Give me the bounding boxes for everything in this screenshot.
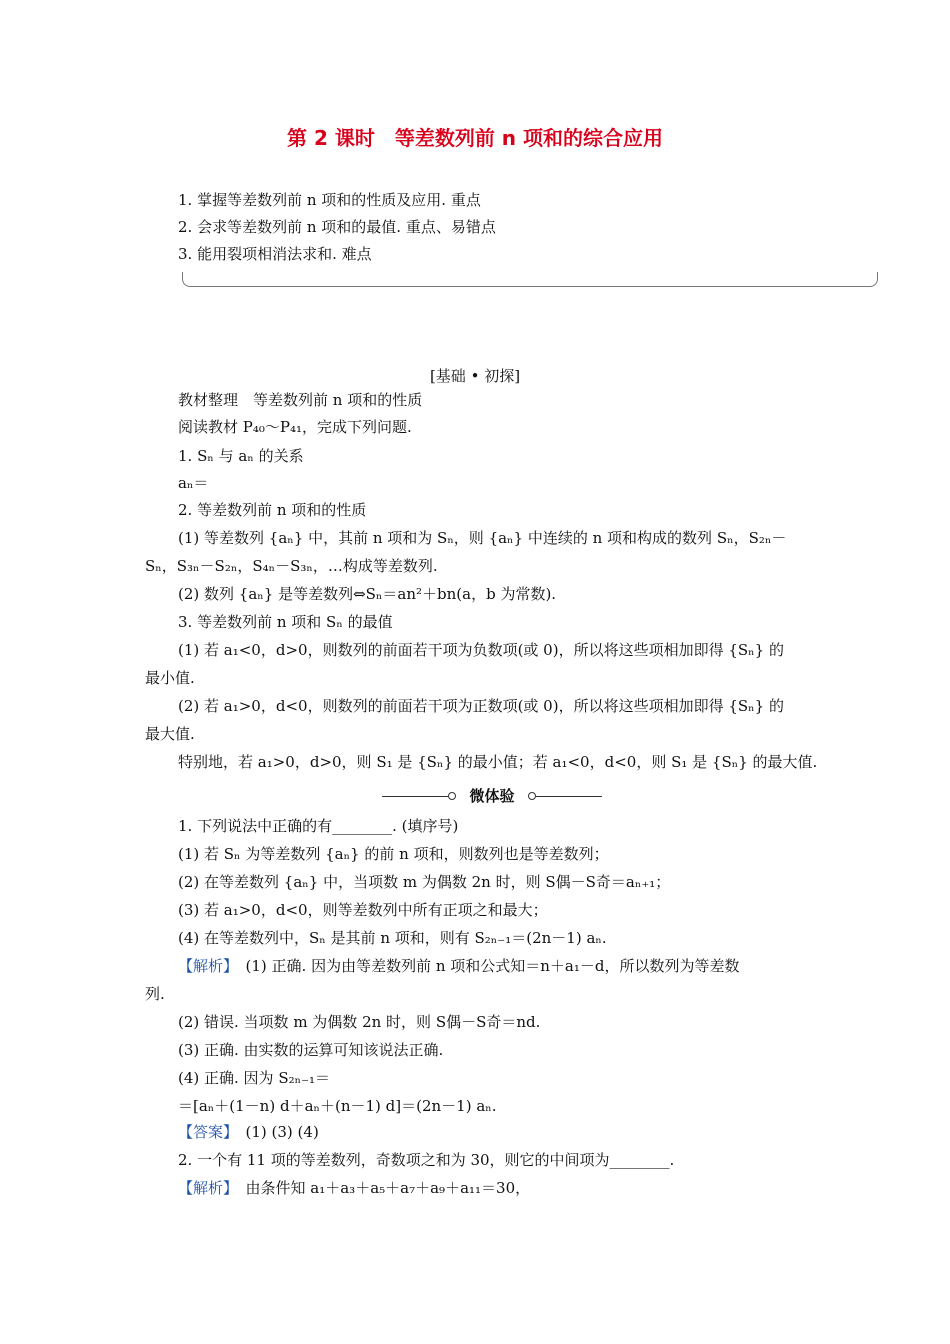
text-line: (2) 数列 {aₙ} 是等差数列⇔Sₙ＝an²＋bn(a，b 为常数).	[178, 585, 557, 603]
text-line: aₙ＝	[178, 474, 209, 492]
analysis-line: ＝[aₙ＋(1－n) d＋aₙ＋(n－1) d]＝(2n－1) aₙ.	[178, 1097, 497, 1115]
text-line: 特别地，若 a₁>0，d>0，则 S₁ 是 {Sₙ} 的最小值；若 a₁<0，d<0，则 S₁ 是 {Sₙ} 的最大值.	[178, 753, 818, 771]
text-line: 教材整理 等差数列前 n 项和的性质	[178, 391, 423, 409]
text-line: (1) 等差数列 {aₙ} 中，其前 n 项和为 Sₙ，则 {aₙ} 中连续的 n 项和构成的数列 Sₙ，S₂ₙ－	[178, 529, 787, 547]
analysis-2-text: 由条件知 a₁＋a₃＋a₅＋a₇＋a₉＋a₁₁＝30，	[230, 1179, 531, 1197]
section-label: [基础 • 初探]	[429, 367, 521, 385]
text-line: 阅读教材 P₄₀～P₄₁，完成下列问题.	[178, 418, 412, 436]
text-line: 最小值.	[145, 669, 195, 687]
section-divider	[382, 786, 602, 806]
exercise-line: 1. 下列说法中正确的有________. (填序号)	[178, 817, 459, 835]
analysis-line: (2) 错误. 当项数 m 为偶数 2n 时，则 S偶－S奇＝nd.	[178, 1013, 541, 1031]
text-line: (2) 若 a₁>0，d<0，则数列的前面若干项为正数项(或 0)，所以将这些项相加即得 {Sₙ} 的	[178, 697, 784, 715]
analysis-line: 列.	[145, 985, 165, 1003]
page-title: 第 2 课时 等差数列前 n 项和的综合应用	[286, 126, 663, 150]
exercise-line: (3) 若 a₁>0，d<0，则等差数列中所有正项之和最大；	[178, 901, 548, 919]
exercise-line: (4) 在等差数列中，Sₙ 是其前 n 项和，则有 S₂ₙ₋₁＝(2n－1) aₙ.	[178, 929, 607, 947]
objective-3: 3. 能用裂项相消法求和. 难点	[178, 245, 372, 263]
divider-rule-right	[536, 796, 602, 797]
text-line: 1. Sₙ 与 aₙ 的关系	[178, 447, 304, 465]
divider-label: 微体验	[469, 787, 515, 805]
text-line: (1) 若 a₁<0，d>0，则数列的前面若干项为负数项(或 0)，所以将这些项相加即得 {Sₙ} 的	[178, 641, 784, 659]
answer-line	[178, 1122, 319, 1142]
analysis-1-text: (1) 正确. 因为由等差数列前 n 项和公式知＝n＋a₁－d，所以数列为等差数	[230, 957, 740, 975]
analysis-tag: 【解析】	[178, 957, 231, 975]
objective-2: 2. 会求等差数列前 n 项和的最值. 重点、易错点	[178, 218, 496, 236]
answer-text: (1) (3) (4)	[230, 1123, 319, 1141]
divider-ring-right	[528, 792, 536, 800]
exercise-line: (1) 若 Sₙ 为等差数列 {aₙ} 的前 n 项和，则数列也是等差数列；	[178, 845, 609, 863]
analysis-line: (3) 正确. 由实数的运算可知该说法正确.	[178, 1041, 444, 1059]
analysis-line: (4) 正确. 因为 S₂ₙ₋₁＝	[178, 1069, 331, 1087]
objectives-bracket	[182, 272, 878, 287]
objective-1: 1. 掌握等差数列前 n 项和的性质及应用. 重点	[178, 191, 481, 209]
text-line: 2. 等差数列前 n 项和的性质	[178, 501, 367, 519]
analysis-2-line	[178, 1178, 530, 1198]
exercise-line: (2) 在等差数列 {aₙ} 中，当项数 m 为偶数 2n 时，则 S偶－S奇＝aₙ₊₁；	[178, 873, 671, 891]
text-line: 最大值.	[145, 725, 195, 743]
answer-tag: 【答案】	[178, 1123, 231, 1141]
analysis-1-line	[178, 956, 740, 976]
question-2: 2. 一个有 11 项的等差数列，奇数项之和为 30，则它的中间项为________.	[178, 1151, 675, 1169]
text-line: Sₙ，S₃ₙ－S₂ₙ，S₄ₙ－S₃ₙ，…构成等差数列.	[145, 557, 438, 575]
analysis-tag: 【解析】	[178, 1179, 231, 1197]
text-line: 3. 等差数列前 n 项和 Sₙ 的最值	[178, 613, 393, 631]
